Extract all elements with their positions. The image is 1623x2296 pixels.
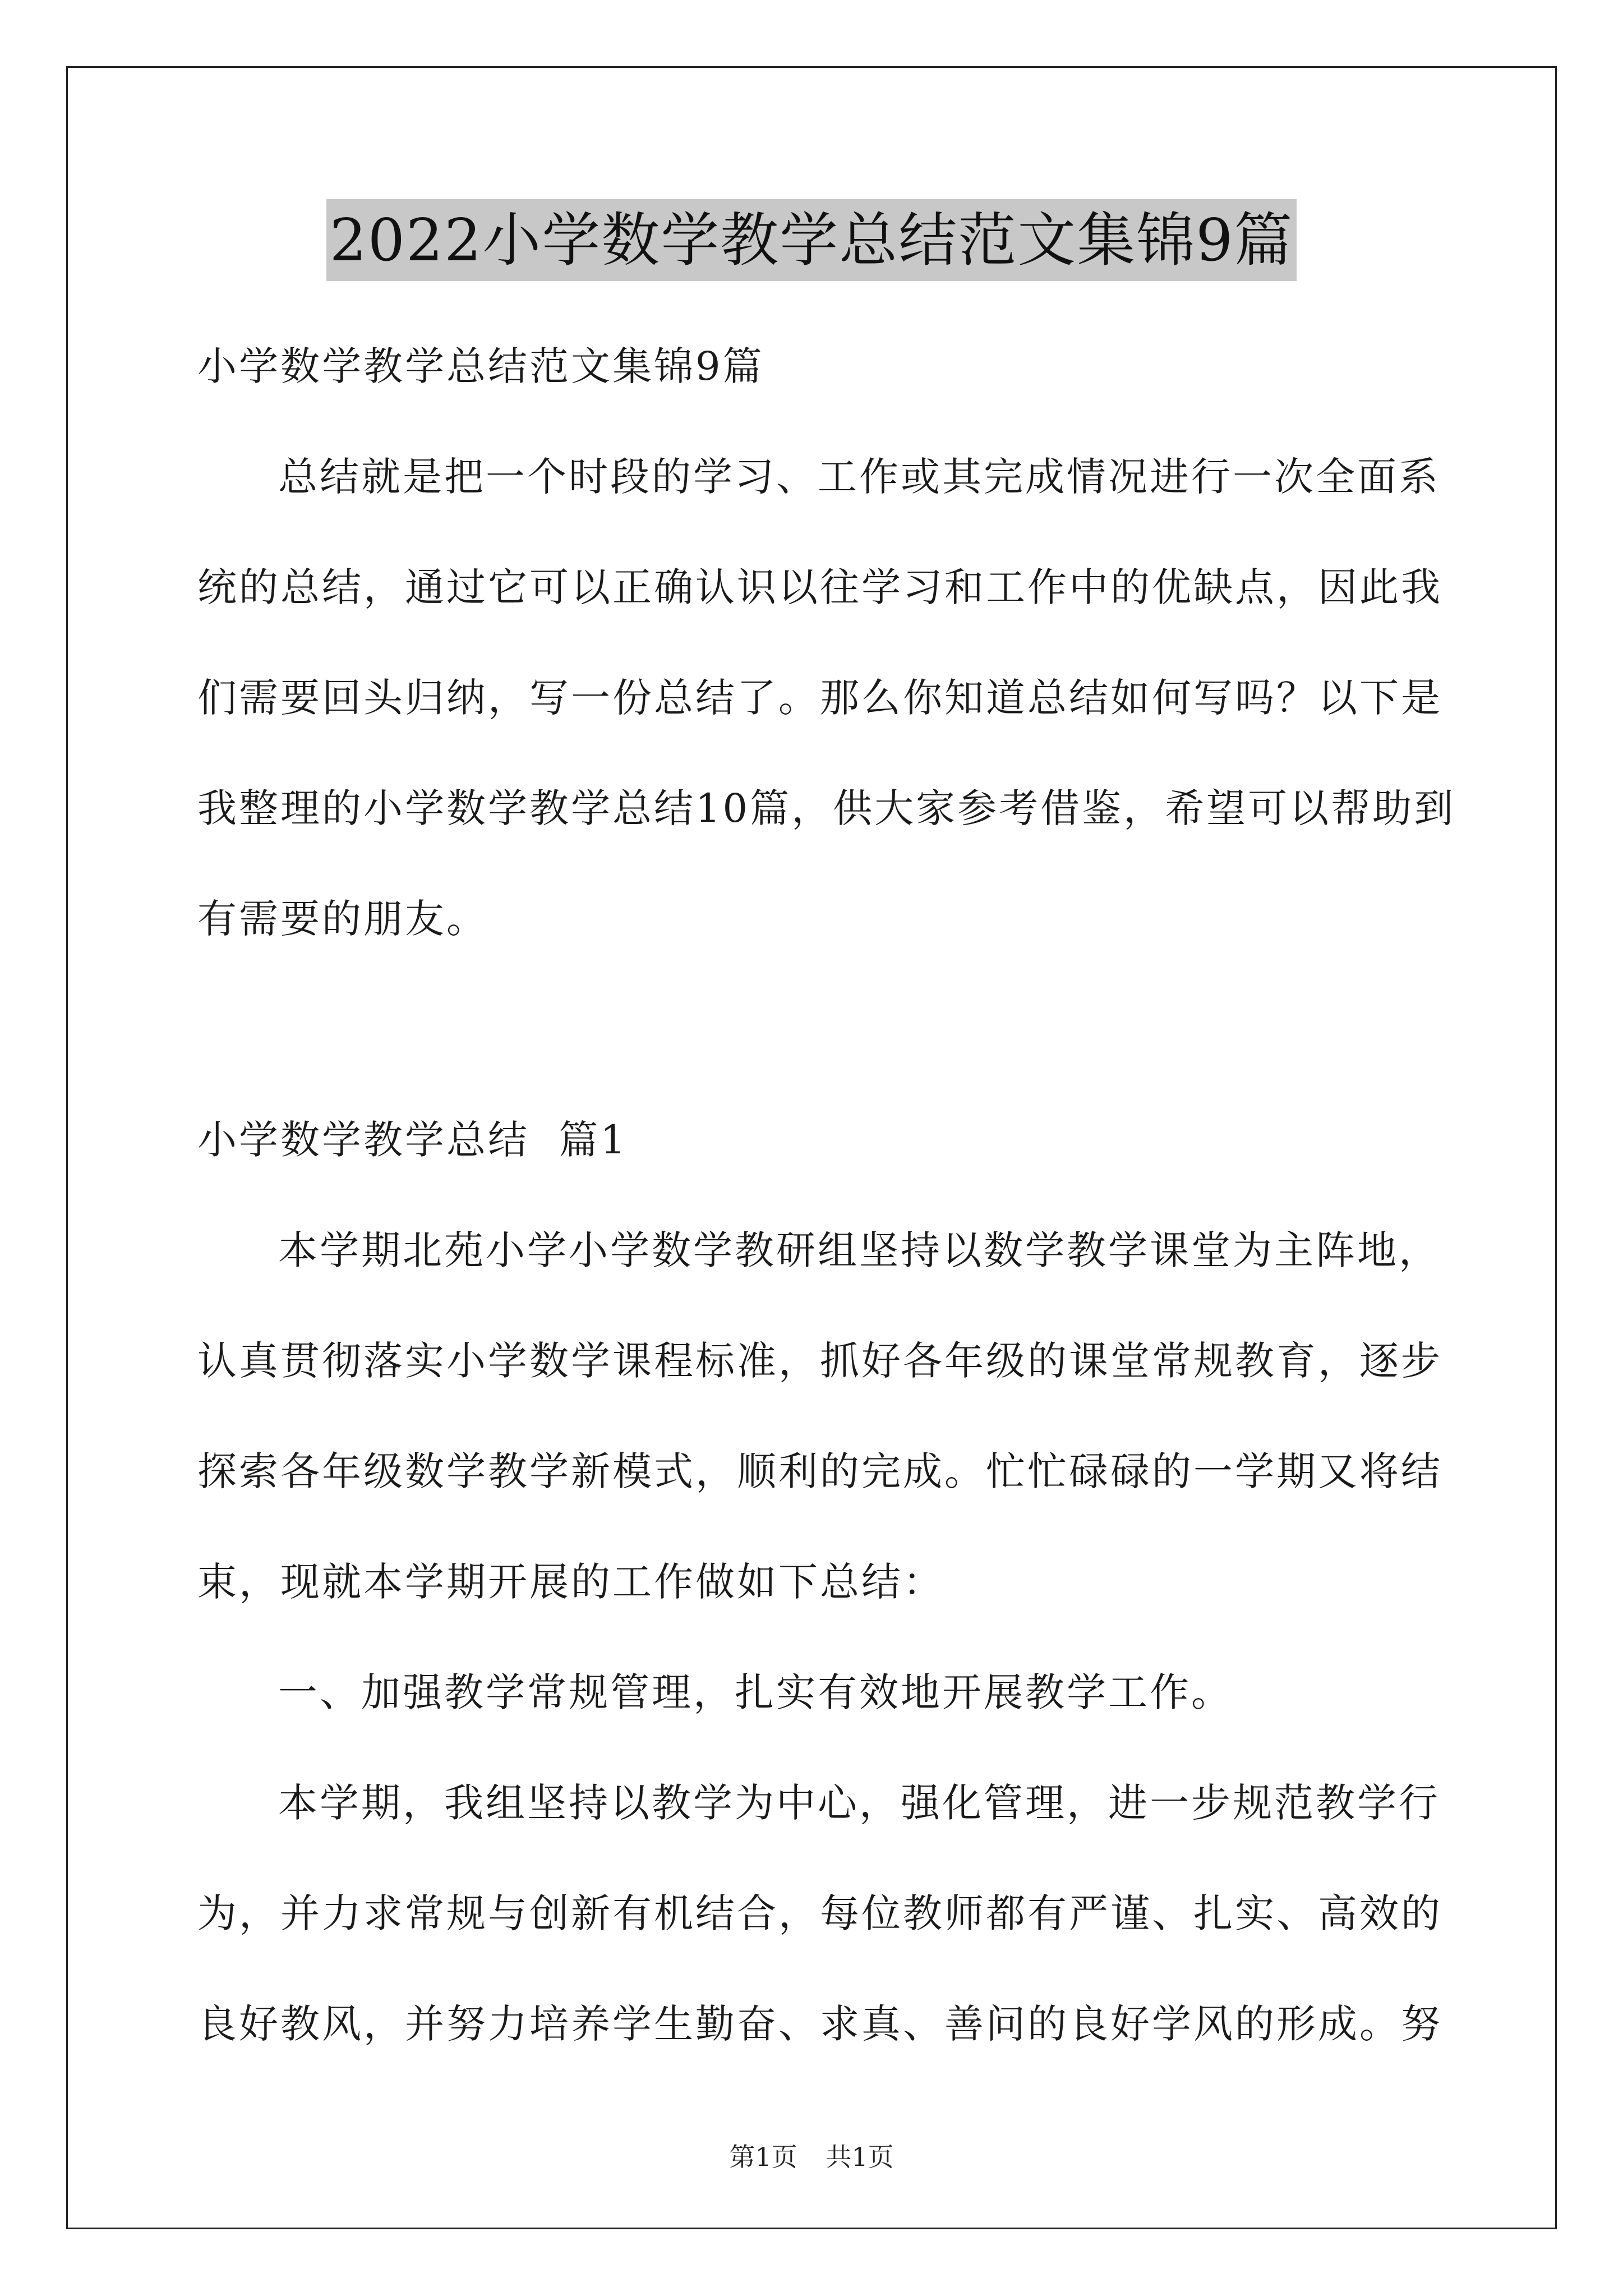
document-subtitle: 小学数学教学总结范文集锦9篇 xyxy=(197,343,764,389)
document-body xyxy=(197,311,1456,2079)
text-line: 本学期北苑小学小学数学教研组坚持以数学教学课堂为主阵地， xyxy=(278,1227,1440,1273)
page-footer xyxy=(0,2140,1623,2174)
intro-paragraph xyxy=(197,422,1456,974)
section-paragraph xyxy=(197,1748,1442,2079)
section-paragraph xyxy=(197,1637,1431,1748)
text-line: 为，并力求常规与创新有机结合，每位教师都有严谨、扎实、高效的 xyxy=(197,1890,1442,1936)
text-line: 有需要的朋友。 xyxy=(197,896,488,942)
section-heading: 小学数学教学总结 篇1 xyxy=(197,1117,628,1163)
page-total: 共1页 xyxy=(826,2142,894,2172)
text-line: 总结就是把一个时段的学习、工作或其完成情况进行一次全面系 xyxy=(278,454,1440,500)
text-line: 一、加强教学常规管理，扎实有效地开展教学工作。 xyxy=(278,1669,1233,1715)
text-line: 良好教风，并努力培养学生勤奋、求真、善问的良好学风的形成。努 xyxy=(197,2001,1442,2047)
text-line: 探索各年级数学教学新模式，顺利的完成。忙忙碌碌的一学期又将结 xyxy=(197,1448,1442,1494)
text-line: 束，现就本学期开展的工作做如下总结： xyxy=(197,1559,944,1605)
document-title: 2022小学数学教学总结范文集锦9篇 xyxy=(326,199,1297,281)
blank-line xyxy=(197,974,1431,1085)
text-line: 认真贯彻落实小学数学课程标准，抓好各年级的课堂常规教育，逐步 xyxy=(197,1338,1442,1384)
text-line: 本学期，我组坚持以教学为中心，强化管理，进一步规范教学行 xyxy=(278,1780,1440,1826)
page-number: 第1页 xyxy=(729,2142,797,2172)
text-line: 我整理的小学数学教学总结10篇，供大家参考借鉴，希望可以帮助到 xyxy=(197,785,1456,831)
text-line: 统的总结，通过它可以正确认识以往学习和工作中的优缺点，因此我 xyxy=(197,564,1442,610)
text-line: 们需要回头归纳，写一份总结了。那么你知道总结如何写吗？以下是 xyxy=(197,675,1442,721)
section-paragraph xyxy=(197,1195,1442,1637)
title-container xyxy=(0,199,1623,281)
